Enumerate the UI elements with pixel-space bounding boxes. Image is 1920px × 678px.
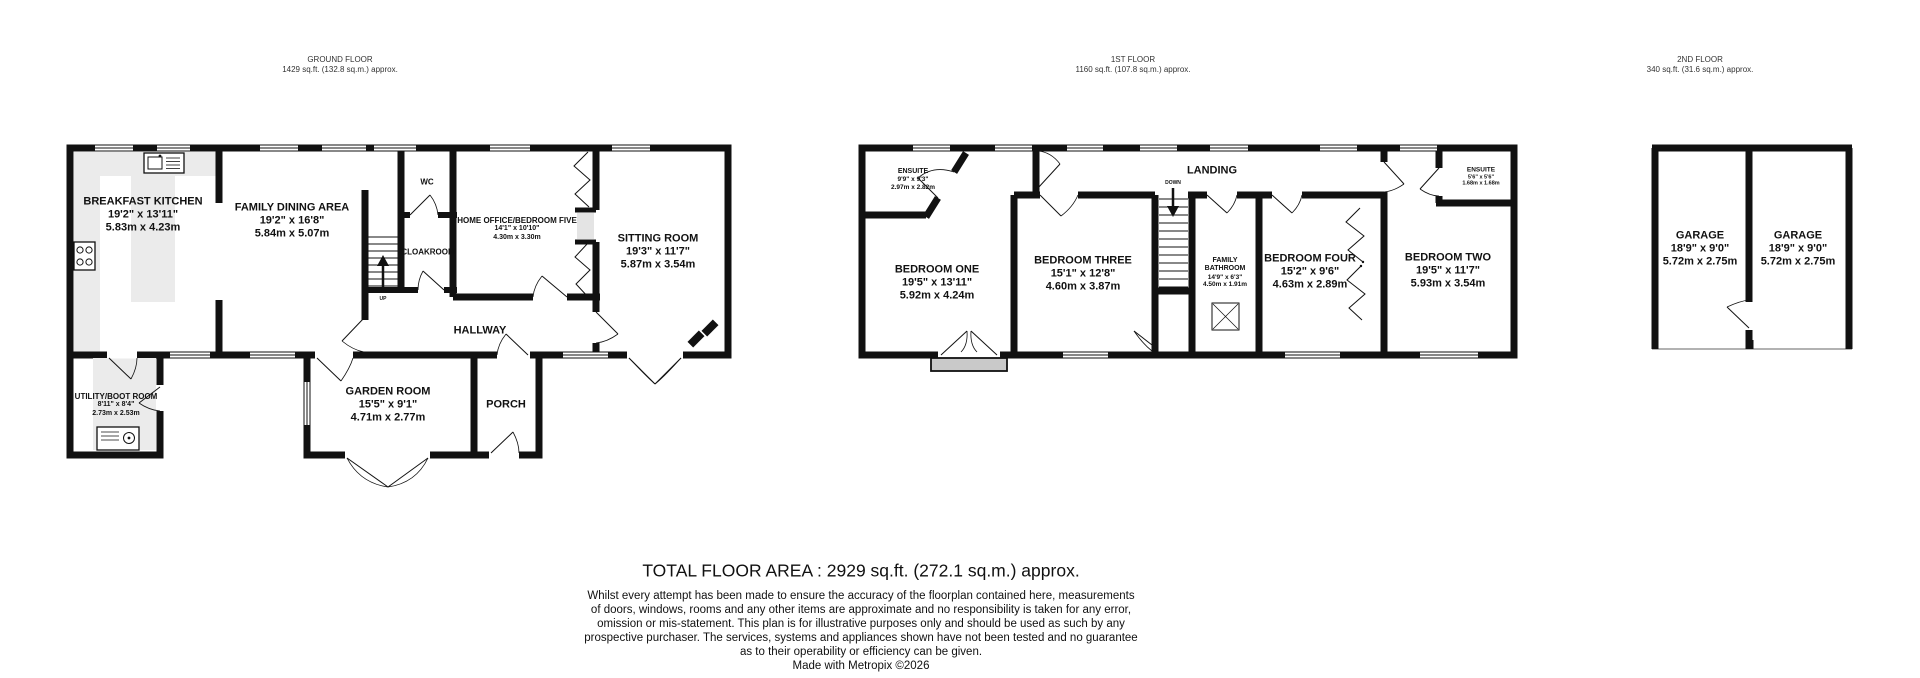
floor-area: 1429 sq.ft. (132.8 sq.m.) approx. bbox=[282, 65, 398, 75]
room-dims-imperial: 5'6" x 5'6" bbox=[1467, 174, 1495, 181]
room-name: BEDROOM ONE bbox=[894, 263, 980, 276]
room-label-garage-left bbox=[1663, 230, 1738, 269]
room-name: SITTING ROOM bbox=[617, 232, 699, 245]
room-label-family-dining-area bbox=[235, 202, 350, 241]
hob-icon bbox=[74, 242, 95, 270]
room-dims-metric: 5.93m x 3.54m bbox=[1410, 277, 1486, 290]
room-label-utility-boot-room bbox=[75, 392, 158, 418]
room-label-bedroom-four bbox=[1264, 253, 1356, 292]
floor-name: 2ND FLOOR bbox=[1677, 55, 1723, 64]
room-name: HALLWAY bbox=[453, 324, 507, 337]
disclaimer-line: prospective purchaser. The services, systems and appliances shown have not been tested and no guarantee bbox=[584, 632, 1138, 644]
room-label-wc bbox=[420, 177, 433, 186]
room-dims-metric: 1.68m x 1.68m bbox=[1462, 180, 1500, 187]
shower-icon bbox=[1212, 303, 1239, 330]
room-dims-metric: 5.92m x 4.24m bbox=[899, 289, 975, 302]
room-dims-metric: 5.83m x 4.23m bbox=[105, 221, 181, 234]
room-dims-metric: 4.30m x 3.30m bbox=[493, 233, 541, 241]
floor-area: 340 sq.ft. (31.6 sq.m.) approx. bbox=[1646, 65, 1754, 75]
ground-floor-title bbox=[282, 55, 398, 76]
second-floor-title bbox=[1647, 55, 1754, 76]
room-name: BREAKFAST KITCHEN bbox=[83, 195, 203, 208]
room-label-porch bbox=[486, 399, 526, 412]
room-label-ensuite-two bbox=[1462, 167, 1499, 188]
room-name: GARAGE bbox=[1675, 229, 1725, 242]
room-dims-imperial: 14'9" x 6'3" bbox=[1207, 273, 1243, 281]
room-dims-imperial: 9'9" x 9'3" bbox=[897, 176, 929, 184]
room-label-cloakroom bbox=[401, 247, 454, 256]
floor-name: GROUND FLOOR bbox=[307, 55, 373, 64]
room-label-bedroom-three bbox=[1034, 255, 1132, 294]
room-label-hallway bbox=[454, 325, 507, 338]
room-dims-imperial: 8'11" x 8'4" bbox=[97, 401, 135, 409]
room-name: ENSUITE bbox=[897, 168, 929, 176]
room-dims-imperial: 19'2" x 16'8" bbox=[259, 214, 325, 227]
disclaimer-line: Whilst every attempt has been made to ensure the accuracy of the floorplan contained here, measurements bbox=[587, 590, 1135, 602]
room-dims-metric: 4.63m x 2.89m bbox=[1272, 278, 1348, 291]
room-label-family-bathroom bbox=[1196, 257, 1254, 289]
room-label-garden-room bbox=[346, 386, 431, 425]
room-dims-imperial: 19'5" x 13'11" bbox=[901, 276, 973, 289]
room-dims-imperial: 19'3" x 11'7" bbox=[625, 245, 690, 258]
room-name: ENSUITE bbox=[1466, 166, 1496, 174]
room-dims-metric: 2.73m x 2.53m bbox=[92, 409, 140, 417]
room-name: GARDEN ROOM bbox=[345, 385, 431, 398]
first-floor-title bbox=[1075, 55, 1190, 76]
room-name: WC bbox=[420, 177, 434, 187]
room-dims-imperial: 15'5" x 9'1" bbox=[358, 398, 418, 411]
room-name: FAMILY BATHROOM bbox=[1204, 257, 1246, 273]
room-dims-metric: 5.84m x 5.07m bbox=[254, 227, 330, 240]
room-dims-metric: 4.71m x 2.77m bbox=[350, 411, 426, 424]
stairs-up-label: UP bbox=[379, 296, 387, 303]
room-name: HOME OFFICE/BEDROOM FIVE bbox=[457, 216, 577, 226]
room-dims-imperial: 15'2" x 9'6" bbox=[1280, 265, 1340, 278]
floor-name: 1ST FLOOR bbox=[1110, 55, 1156, 64]
sink-icon bbox=[144, 153, 184, 173]
room-dims-metric: 5.72m x 2.75m bbox=[1662, 255, 1738, 268]
room-label-home-office bbox=[457, 216, 577, 242]
room-label-bedroom-two bbox=[1405, 252, 1491, 291]
room-dims-imperial: 19'5" x 11'7" bbox=[1415, 264, 1480, 277]
room-dims-imperial: 18'9" x 9'0" bbox=[1670, 242, 1730, 255]
room-name: BEDROOM TWO bbox=[1404, 251, 1492, 264]
room-name: LANDING bbox=[1186, 164, 1238, 177]
room-label-sitting-room bbox=[618, 233, 699, 272]
room-name: FAMILY DINING AREA bbox=[234, 201, 350, 214]
room-label-bedroom-one bbox=[895, 264, 979, 303]
room-label-ensuite-one bbox=[891, 168, 935, 192]
credit-line: Made with Metropix ©2026 bbox=[792, 660, 930, 672]
stairs-down-label: DOWN bbox=[1165, 180, 1181, 187]
room-label-breakfast-kitchen bbox=[83, 196, 202, 235]
room-dims-metric: 4.60m x 3.87m bbox=[1045, 280, 1121, 293]
room-dims-metric: 2.97m x 2.82m bbox=[890, 184, 936, 192]
floor-area: 1160 sq.ft. (107.8 sq.m.) approx. bbox=[1075, 65, 1191, 75]
room-dims-imperial: 19'2" x 13'11" bbox=[107, 208, 179, 221]
room-label-garage-right bbox=[1761, 230, 1836, 269]
room-dims-imperial: 18'9" x 9'0" bbox=[1768, 242, 1828, 255]
room-name: BEDROOM FOUR bbox=[1264, 252, 1356, 265]
room-name: GARAGE bbox=[1773, 229, 1823, 242]
total-floor-area: TOTAL FLOOR AREA : 2929 sq.ft. (272.1 sq.m.) approx. bbox=[642, 560, 1080, 581]
room-dims-metric: 4.50m x 1.91m bbox=[1202, 281, 1248, 289]
room-name: UTILITY/BOOT ROOM bbox=[74, 392, 158, 402]
room-dims-imperial: 14'1" x 10'10" bbox=[494, 225, 540, 233]
room-name: PORCH bbox=[486, 398, 526, 411]
disclaimer-line: as to their operability or efficiency can be given. bbox=[739, 646, 983, 658]
room-name: BEDROOM THREE bbox=[1034, 254, 1132, 267]
room-name: CLOAKROOM bbox=[401, 247, 455, 257]
disclaimer-line: omission or mis-statement. This plan is for illustrative purposes only and should be used as such by any bbox=[597, 618, 1125, 630]
washer-icon bbox=[97, 427, 139, 450]
disclaimer-line: of doors, windows, rooms and any other items are approximate and no responsibility is taken for any error, bbox=[590, 604, 1132, 616]
room-label-landing bbox=[1187, 165, 1237, 178]
room-dims-metric: 5.72m x 2.75m bbox=[1760, 255, 1836, 268]
room-dims-metric: 5.87m x 3.54m bbox=[620, 258, 696, 271]
room-dims-imperial: 15'1" x 12'8" bbox=[1050, 267, 1116, 280]
